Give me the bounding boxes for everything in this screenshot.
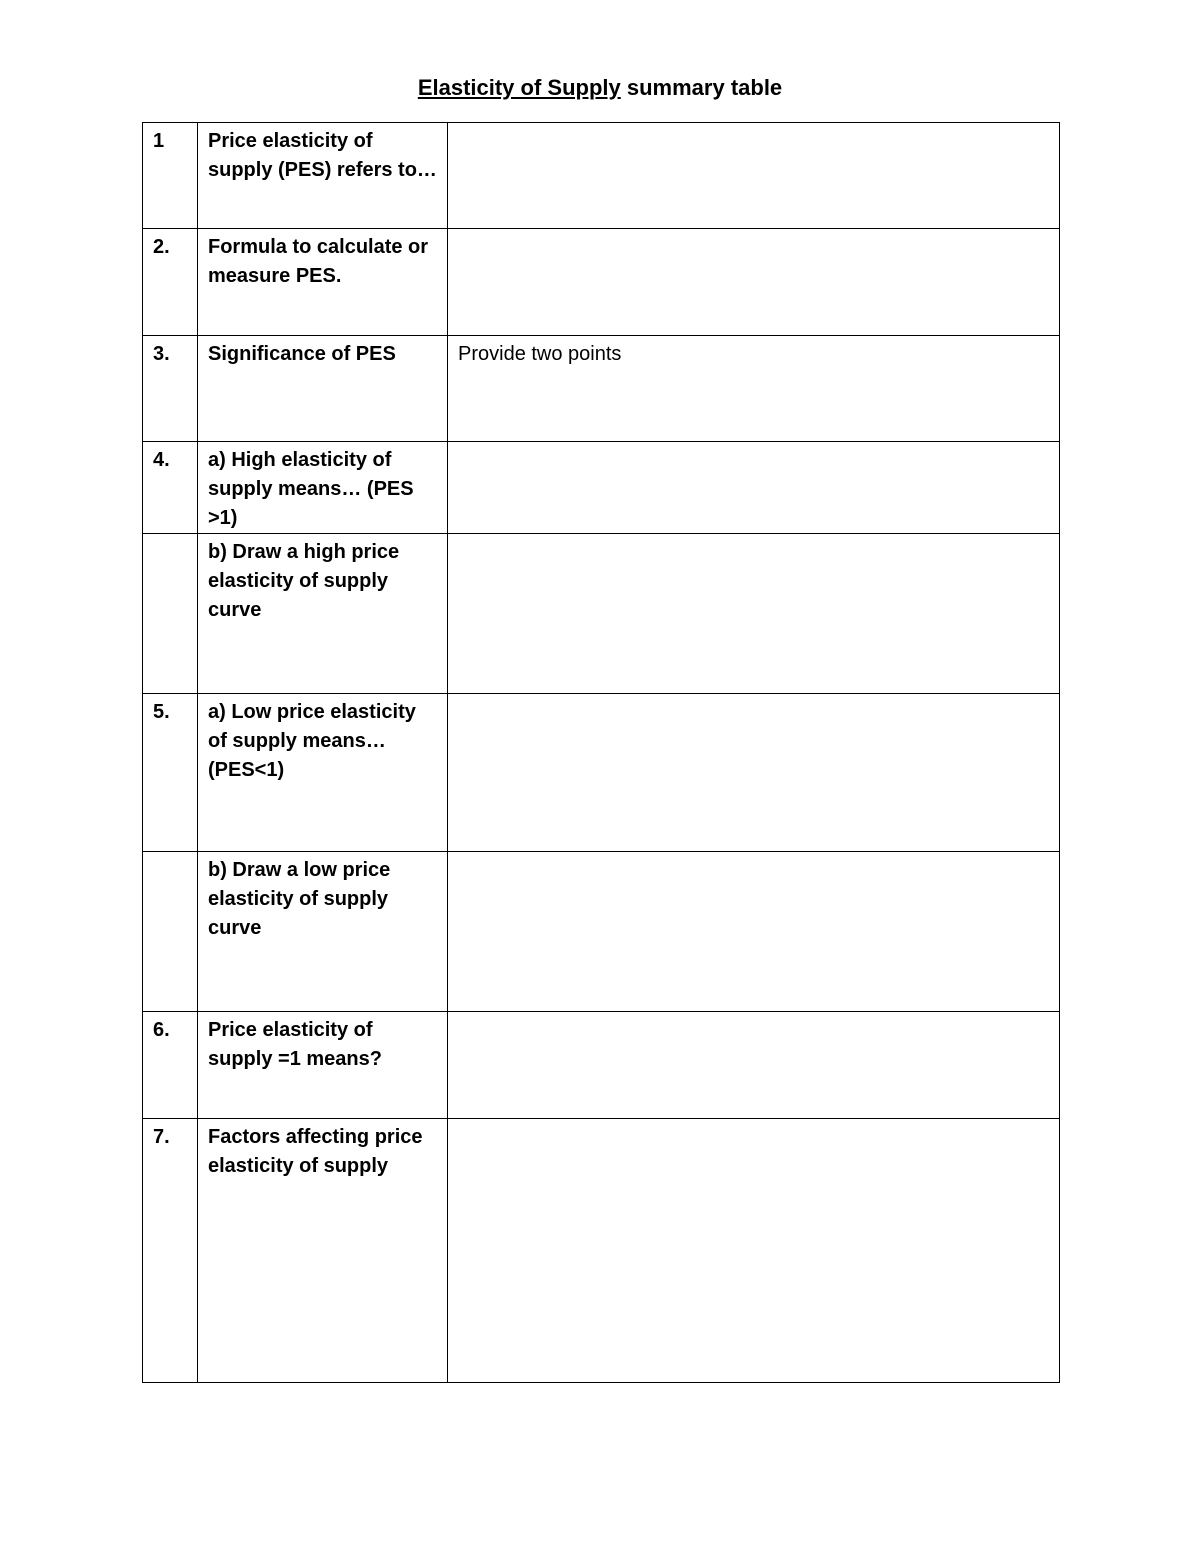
row-number: 2. xyxy=(143,229,198,336)
summary-table xyxy=(142,122,1060,1383)
row-number xyxy=(143,852,198,1012)
table-row xyxy=(143,1012,1060,1119)
table-row xyxy=(143,1119,1060,1383)
answer-field[interactable] xyxy=(448,852,1060,1012)
answer-field[interactable]: Provide two points xyxy=(448,336,1060,442)
row-number: 3. xyxy=(143,336,198,442)
row-number: 5. xyxy=(143,694,198,852)
answer-field[interactable] xyxy=(448,1012,1060,1119)
page-title xyxy=(0,74,1200,102)
row-prompt: a) High elasticity of supply means… (PES >1) xyxy=(198,442,448,534)
answer-field[interactable] xyxy=(448,229,1060,336)
title-rest: summary table xyxy=(626,75,783,100)
table-row xyxy=(143,534,1060,694)
answer-field[interactable] xyxy=(448,1119,1060,1383)
row-prompt: Significance of PES xyxy=(198,336,448,442)
answer-field[interactable] xyxy=(448,534,1060,694)
table-row xyxy=(143,442,1060,534)
row-number: 6. xyxy=(143,1012,198,1119)
answer-field[interactable] xyxy=(448,123,1060,229)
row-prompt: b) Draw a high price elasticity of supply curve xyxy=(198,534,448,694)
row-number: 1 xyxy=(143,123,198,229)
row-prompt: b) Draw a low price elasticity of supply curve xyxy=(198,852,448,1012)
answer-field[interactable] xyxy=(448,442,1060,534)
row-prompt: Price elasticity of supply (PES) refers to… xyxy=(198,123,448,229)
table-row xyxy=(143,694,1060,852)
row-number: 4. xyxy=(143,442,198,534)
table-row xyxy=(143,123,1060,229)
table-row xyxy=(143,852,1060,1012)
title-underlined: Elasticity of Supply xyxy=(417,75,621,100)
answer-field[interactable] xyxy=(448,694,1060,852)
table-row xyxy=(143,336,1060,442)
row-prompt: Formula to calculate or measure PES. xyxy=(198,229,448,336)
row-number xyxy=(143,534,198,694)
table-row xyxy=(143,229,1060,336)
row-prompt: a) Low price elasticity of supply means… (PES<1) xyxy=(198,694,448,852)
row-number: 7. xyxy=(143,1119,198,1383)
row-prompt: Factors affecting price elasticity of supply xyxy=(198,1119,448,1383)
row-prompt: Price elasticity of supply =1 means? xyxy=(198,1012,448,1119)
